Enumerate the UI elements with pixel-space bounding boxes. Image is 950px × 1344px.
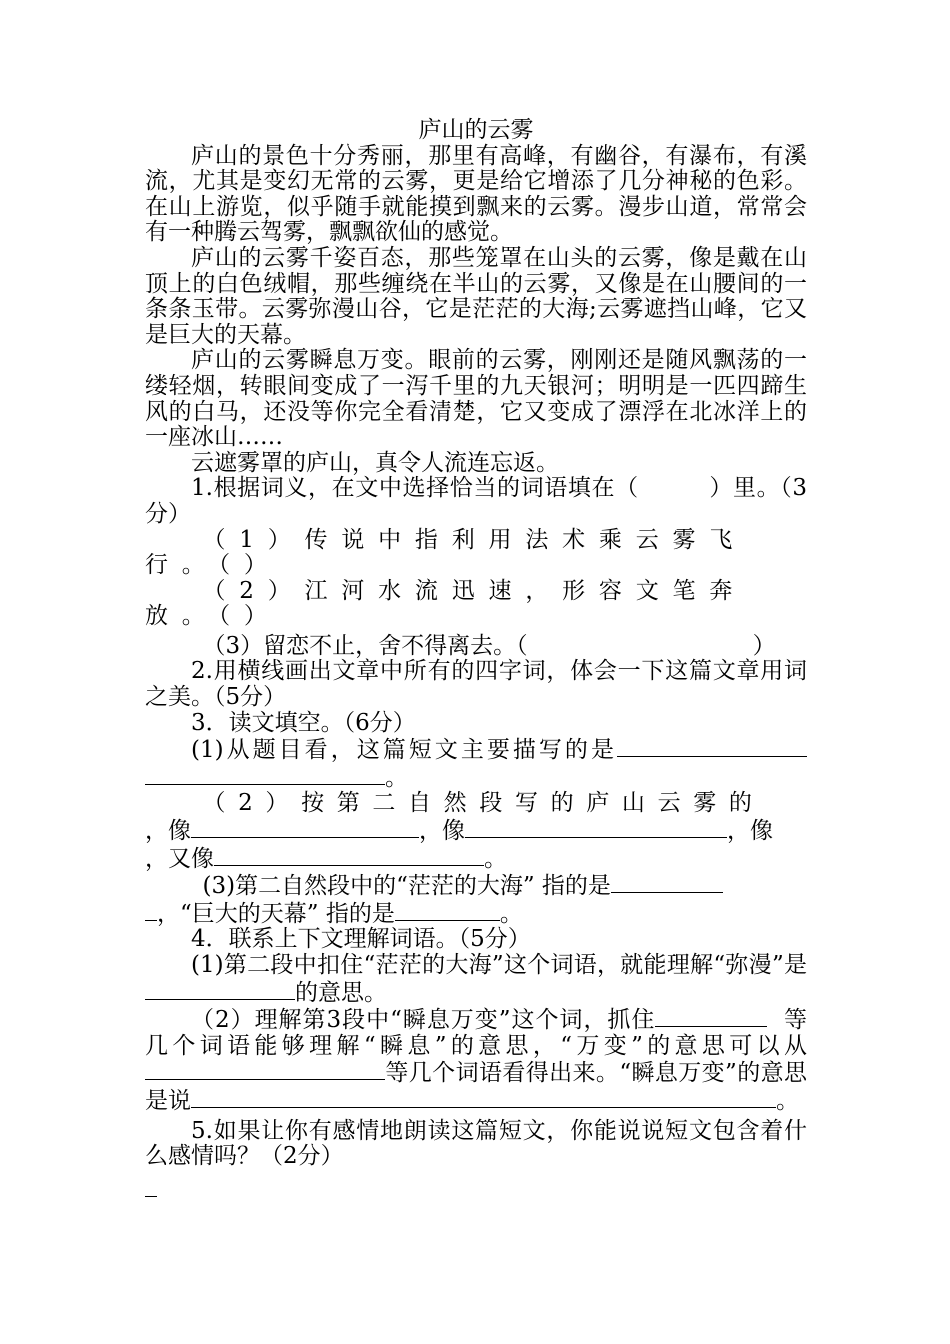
question-3-item-2-last [145,845,807,873]
paragraph-3: 庐山的云雾瞬息万变。眼前的云雾，刚刚还是随风飘荡的一缕轻烟，转眼间变成了一泻千里的九天银河；明明是一匹四蹄生风的白马，还没等你完全看清楚，它又变成了漂浮在北冰洋上的一座冰山…… [145,347,807,451]
question-1-item-3 [145,634,807,660]
period: 。 [484,845,507,872]
answer-blank[interactable] [395,900,500,921]
like-label: ，像 [145,818,191,845]
answer-blank[interactable] [465,817,727,838]
question-1-item-2-text: （2）江河水流迅速，形容文笔奔放。（ [145,577,747,630]
question-1-item-3-close: ） [752,632,776,659]
paragraph-2: 庐山的云雾千姿百态，那些笼罩在山头的云雾，像是戴在山顶上的白色绒帽，那些缠绕在半山的云雾，又像是在山腰间的一条条玉带。云雾弥漫山谷，它是茫茫的大海;云雾遮挡山峰，它又是巨大的天幕。 [145,244,807,348]
answer-blank[interactable] [145,900,157,921]
question-1-stem-a: 1.根据词义，在文中选择恰当的词语填在（ [191,475,639,502]
answer-blank[interactable] [145,1059,385,1080]
answer-blank[interactable] [679,1006,767,1027]
paragraph-1: 庐山的景色十分秀丽，那里有高峰，有幽谷，有瀑布，有溪流，尤其是变幻无常的云雾，更是给它增添了几分神秘的色彩。在山上游览，似乎随手就能摸到飘来的云雾。漫步山道，常常会有一种腾云驾雾，飘飘欲仙的感觉。 [145,142,807,246]
question-4-item-2-text-c: 等几个词语看得出来。“瞬息万变”的意思是说 [145,1060,807,1114]
period: 。 [776,1087,799,1114]
answer-blank[interactable] [145,764,385,785]
question-1-item-2 [145,579,807,630]
question-1-item-1-text: （1）传说中指利用法术乘云雾飞行。（ [145,526,747,579]
question-4-item-1-end: 的意思。 [295,979,387,1006]
question-1-item-3-text: （3）留恋不止，舍不得离去。（ [202,632,528,659]
question-3-item-3-text: (3)第二自然段中的“茫茫的大海” 指的是 [202,873,611,900]
answer-blank[interactable] [655,1006,679,1027]
answer-blank[interactable] [191,1087,561,1108]
question-1-item-1 [145,528,807,579]
page-title: 庐山的云雾 [418,117,534,143]
answer-blank[interactable] [191,817,419,838]
question-3-item-2-text: （2）按第二自然段写的庐山云雾的 [202,790,765,817]
answer-blank[interactable] [561,1087,776,1108]
period: 。 [385,764,408,791]
like-label: ，像 [727,818,773,845]
question-3-stem: 3．读文填空。（6分） [191,709,416,736]
answer-blank[interactable] [214,845,484,866]
question-4-item-2-text-b: 等几个词语能够理解“瞬息”的意思，“万变”的意思可以从 [145,1007,807,1059]
like-label: ，又像 [145,845,214,872]
paragraph-4: 云遮雾罩的庐山，真令人流连忘返。 [191,449,559,476]
question-4-item-1-text: (1)第二段中扣住“茫茫的大海”这个词语，就能理解“弥漫”是 [191,952,807,978]
question-5: 5.如果让你有感情地朗读这篇短文，你能说说短文包含着什么感情吗？（2分） [145,1117,807,1170]
question-3-item-1-text: (1)从题目看，这篇短文主要描写的是 [191,737,617,764]
question-3-item-3 [145,872,807,900]
answer-line[interactable] [145,1196,157,1197]
question-1-item-2-close: ） [243,603,281,630]
document-page [145,118,807,1170]
question-3-item-1 [145,736,807,791]
question-3-item-3-text-b: ，“巨大的天幕” 指的是 [157,900,395,927]
question-1-item-1-close: ） [243,552,281,579]
question-3-item-3-cont [145,900,807,928]
question-4-stem: 4．联系上下文理解词语。（5分） [191,926,531,953]
question-3-item-2 [145,791,807,817]
like-label: ，像 [419,818,465,845]
question-1-stem [145,476,807,527]
period: 。 [499,900,523,927]
answer-blank[interactable] [611,872,723,893]
question-4-item-1 [145,953,807,1006]
question-1-stem-b: ）里。（3分） [145,475,807,527]
question-4-item-2-text: （2）理解第3段中“瞬息万变”这个词，抓住 [191,1007,656,1034]
question-4-item-2 [145,1006,807,1114]
answer-blank[interactable] [617,736,807,757]
question-2: 2.用横线画出文章中所有的四字词，体会一下这篇文章用词之美。（5分） [145,658,807,711]
answer-blank[interactable] [145,979,295,1000]
question-3-item-2-blanks [145,817,807,845]
